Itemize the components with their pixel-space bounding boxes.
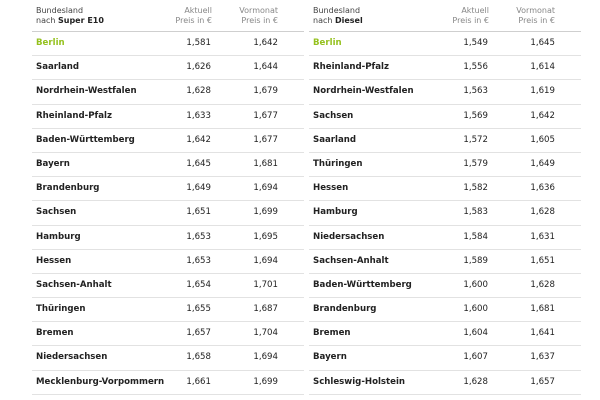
previous-price: 1,681: [530, 304, 555, 315]
current-price: 1,651: [186, 207, 211, 218]
current-price: 1,582: [463, 183, 488, 194]
table-row: [309, 346, 581, 370]
table-row: [309, 80, 581, 104]
previous-price: 1,677: [253, 110, 278, 121]
header-current-line1: Aktuell: [184, 6, 212, 15]
current-price: 1,589: [463, 255, 488, 266]
header-fuel-type: Super E10: [57, 16, 104, 25]
state-name: Hamburg: [313, 207, 358, 218]
table-row: [309, 129, 581, 153]
state-name: Saarland: [36, 62, 80, 73]
previous-price: 1,704: [253, 328, 278, 339]
previous-price: 1,679: [253, 86, 278, 97]
current-price: 1,600: [463, 304, 488, 315]
table-row: [32, 32, 304, 56]
state-name: Niedersachsen: [36, 352, 108, 363]
state-name: Rheinland-Pfalz: [36, 110, 112, 121]
state-name: Bremen: [36, 328, 74, 339]
table-row: [32, 298, 304, 322]
header-previous-line1: Vormonat: [239, 6, 278, 15]
table-row: [32, 80, 304, 104]
previous-price: 1,701: [253, 279, 278, 290]
previous-price: 1,699: [253, 207, 278, 218]
state-name: Nordrhein-Westfalen: [36, 86, 137, 97]
current-price: 1,645: [186, 158, 211, 169]
state-name: Brandenburg: [36, 183, 100, 194]
current-price: 1,633: [186, 110, 211, 121]
state-name: Bayern: [313, 352, 347, 363]
header-previous-line2: Preis in €: [518, 16, 555, 25]
state-name: Sachsen-Anhalt: [36, 279, 112, 290]
state-name: Bremen: [313, 328, 351, 339]
current-price: 1,604: [463, 328, 488, 339]
current-price: 1,653: [186, 255, 211, 266]
table-row: [309, 298, 581, 322]
previous-price: 1,641: [530, 328, 555, 339]
previous-price: 1,694: [253, 255, 278, 266]
table-row: [32, 322, 304, 346]
table-row: [309, 226, 581, 250]
table-row: [309, 322, 581, 346]
previous-price: 1,628: [530, 279, 555, 290]
state-name: Berlin: [36, 38, 65, 48]
current-price: 1,572: [463, 134, 488, 145]
previous-price: 1,619: [530, 86, 555, 97]
current-price: 1,626: [186, 62, 211, 73]
state-name: Berlin: [313, 38, 342, 48]
current-price: 1,549: [463, 38, 488, 48]
current-price: 1,584: [463, 231, 488, 242]
previous-price: 1,651: [530, 255, 555, 266]
state-name: Brandenburg: [313, 304, 377, 315]
current-price: 1,649: [186, 183, 211, 194]
current-price: 1,556: [463, 62, 488, 73]
current-price: 1,569: [463, 110, 488, 121]
header-previous-line2: Preis in €: [241, 16, 278, 25]
previous-price: 1,628: [530, 207, 555, 218]
diesel-table: [309, 4, 581, 395]
state-name: Niedersachsen: [313, 231, 385, 242]
table-header: [32, 4, 304, 32]
header-current-price: [452, 6, 489, 26]
previous-price: 1,681: [253, 158, 278, 169]
table-row: [309, 177, 581, 201]
table-row: [309, 371, 581, 395]
current-price: 1,628: [463, 376, 488, 387]
current-price: 1,563: [463, 86, 488, 97]
state-name: Hessen: [313, 183, 349, 194]
state-name: Schleswig-Holstein: [313, 376, 406, 387]
current-price: 1,642: [186, 134, 211, 145]
state-name: Hamburg: [36, 231, 81, 242]
previous-price: 1,637: [530, 352, 555, 363]
state-name: Hessen: [36, 255, 72, 266]
table-row: [309, 201, 581, 225]
state-name: Nordrhein-Westfalen: [313, 86, 414, 97]
table-row: [32, 274, 304, 298]
header-line1: Bundesland: [36, 6, 84, 15]
current-price: 1,661: [186, 376, 211, 387]
previous-price: 1,677: [253, 134, 278, 145]
current-price: 1,655: [186, 304, 211, 315]
header-region-label: [36, 6, 104, 26]
previous-price: 1,642: [530, 110, 555, 121]
header-line2-prefix: nach: [36, 16, 58, 25]
header-current-line2: Preis in €: [452, 16, 489, 25]
table-row: [309, 56, 581, 80]
header-previous-line1: Vormonat: [516, 6, 555, 15]
table-row: [32, 371, 304, 395]
header-previous-price: [516, 6, 555, 26]
state-name: Mecklenburg-Vorpommern: [36, 376, 165, 387]
previous-price: 1,694: [253, 352, 278, 363]
table-row: [32, 105, 304, 129]
state-name: Rheinland-Pfalz: [313, 62, 389, 73]
header-line2-prefix: nach: [313, 16, 335, 25]
previous-price: 1,631: [530, 231, 555, 242]
current-price: 1,654: [186, 279, 211, 290]
table-row: [32, 129, 304, 153]
state-name: Thüringen: [313, 158, 363, 169]
state-name: Sachsen: [36, 207, 77, 218]
table-header: [309, 4, 581, 32]
header-region-label: [313, 6, 363, 26]
table-row: [309, 105, 581, 129]
table-row: [32, 226, 304, 250]
current-price: 1,628: [186, 86, 211, 97]
previous-price: 1,644: [253, 62, 278, 73]
previous-price: 1,687: [253, 304, 278, 315]
previous-price: 1,642: [253, 38, 278, 48]
previous-price: 1,657: [530, 376, 555, 387]
previous-price: 1,695: [253, 231, 278, 242]
previous-price: 1,645: [530, 38, 555, 48]
current-price: 1,653: [186, 231, 211, 242]
current-price: 1,607: [463, 352, 488, 363]
previous-price: 1,605: [530, 134, 555, 145]
super-e10-table: [32, 4, 304, 395]
previous-price: 1,694: [253, 183, 278, 194]
current-price: 1,658: [186, 352, 211, 363]
current-price: 1,657: [186, 328, 211, 339]
previous-price: 1,649: [530, 158, 555, 169]
table-row: [309, 274, 581, 298]
state-name: Bayern: [36, 158, 70, 169]
state-name: Baden-Württemberg: [313, 279, 412, 290]
table-row: [309, 32, 581, 56]
state-name: Thüringen: [36, 304, 86, 315]
current-price: 1,600: [463, 279, 488, 290]
header-previous-price: [239, 6, 278, 26]
current-price: 1,583: [463, 207, 488, 218]
header-line1: Bundesland: [313, 6, 361, 15]
state-name: Saarland: [313, 134, 357, 145]
table-row: [32, 153, 304, 177]
current-price: 1,579: [463, 158, 488, 169]
current-price: 1,581: [186, 38, 211, 48]
header-fuel-type: Diesel: [334, 16, 363, 25]
table-row: [32, 201, 304, 225]
table-row: [309, 250, 581, 274]
table-row: [32, 56, 304, 80]
header-current-line1: Aktuell: [461, 6, 489, 15]
state-name: Baden-Württemberg: [36, 134, 135, 145]
table-row: [32, 250, 304, 274]
table-row: [32, 177, 304, 201]
previous-price: 1,614: [530, 62, 555, 73]
header-current-line2: Preis in €: [175, 16, 212, 25]
header-current-price: [175, 6, 212, 26]
table-row: [309, 153, 581, 177]
table-row: [32, 346, 304, 370]
state-name: Sachsen-Anhalt: [313, 255, 389, 266]
previous-price: 1,636: [530, 183, 555, 194]
state-name: Sachsen: [313, 110, 354, 121]
previous-price: 1,699: [253, 376, 278, 387]
